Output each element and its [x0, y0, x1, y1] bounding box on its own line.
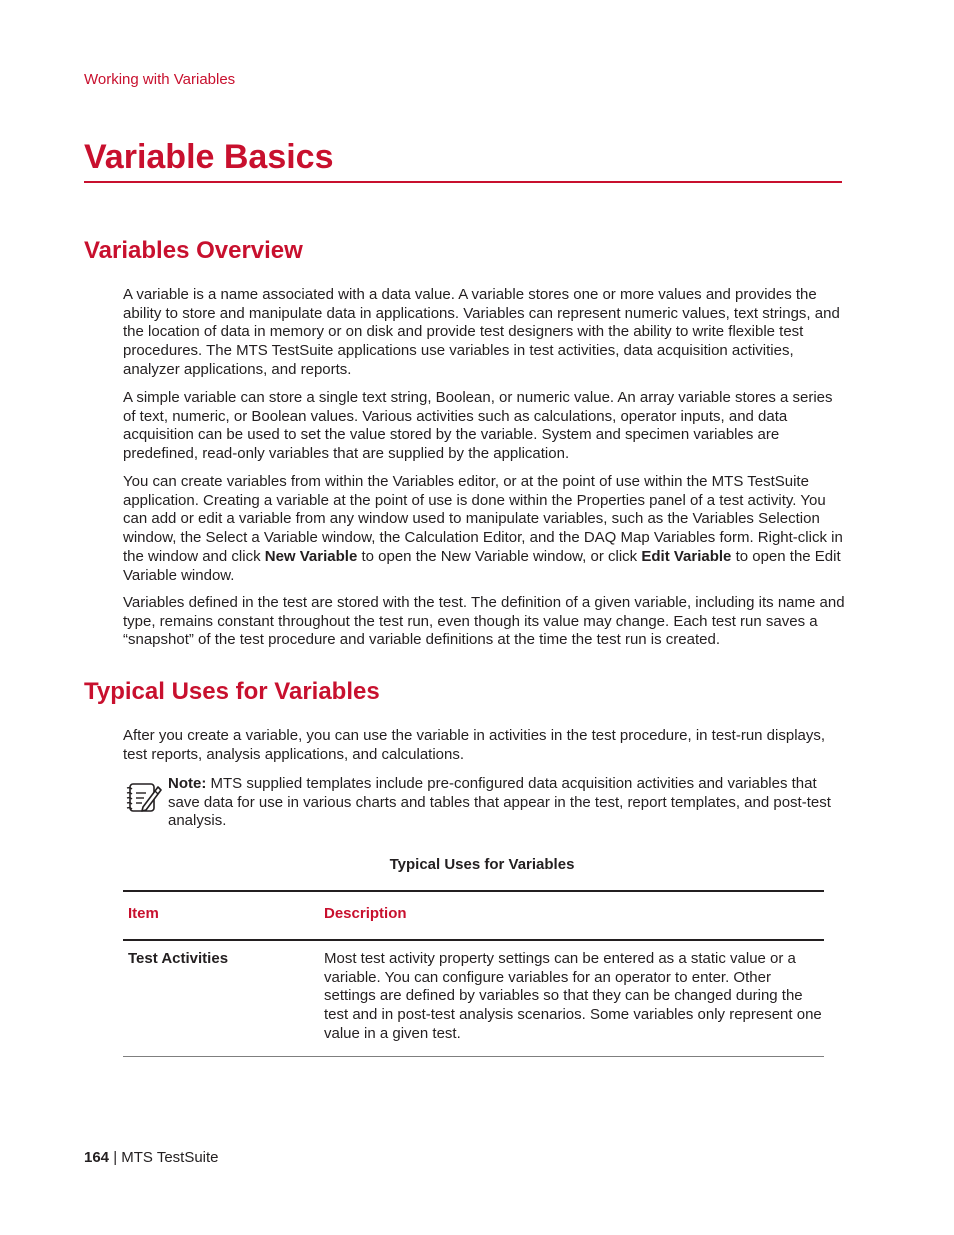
note-body: MTS supplied templates include pre-configured data acquisition activities and variables that save data for use in various charts and tables that appear in the test, report templates, and post-test analysis.	[168, 775, 831, 830]
overview-paragraph-1: A variable is a name associated with a data value. A variable stores one or more values and provides the ability to store and manipulate data in applications. Variables can represent numeric values, text strings, and the location of data in memory or on disk and provide test designers with the ability to write flexible test procedures. The MTS TestSuite applications use variables in test activities, data acquisition activities, analyzer applications, and reports.	[123, 286, 840, 378]
table-bottom-rule	[123, 1056, 824, 1057]
typical-uses-paragraph: After you create a variable, you can use the variable in activities in the test procedure, in test-run displays, test reports, analysis applications, and calculations.	[123, 727, 826, 763]
title-divider	[84, 181, 842, 183]
paragraph-text: You can create variables from within the Variables editor, or at the point of use within the MTS TestSuite application. Creating a variable at the point of use is done within the Properties panel of a test activity. You can add or edit a variable from any window used to manipulate variables, such as the Variables Selection window, the Select a Variable window, the Calculation Editor, and the DAQ Map Variables form. Right-click in the window and click	[123, 473, 843, 565]
table-caption: Typical Uses for Variables	[389, 856, 575, 873]
overview-paragraph-4: Variables defined in the test are stored with the test. The definition of a given variable, including its name and type, remains constant throughout the test run, even though its value may change. Each test run saves a “snapshot” of the test procedure and variable definitions at the time the test run is created.	[123, 594, 845, 649]
column-header-description: Description	[324, 905, 407, 922]
breadcrumb[interactable]: Working with Variables	[84, 71, 236, 88]
footer-product: MTS TestSuite	[121, 1149, 219, 1166]
overview-paragraph-3	[123, 473, 845, 585]
column-header-item: Item	[128, 905, 159, 922]
table-top-rule	[123, 890, 824, 892]
note-icon	[124, 779, 162, 815]
page-footer	[84, 1149, 219, 1166]
page-number: 164	[84, 1149, 110, 1166]
paragraph-text: to open the Edit Variable window.	[123, 547, 841, 584]
overview-paragraph-2: A simple variable can store a single text string, Boolean, or numeric value. An array variable stores a series of text, numeric, or Boolean values. Various activities such as calculations, operator inputs, and data acquisition can be used to set the value stored by the variable. System and specimen variables are predefined, read-only variables that are supplied by the application.	[123, 389, 833, 463]
edit-variable-command: Edit Variable	[641, 547, 732, 565]
footer-separator: |	[109, 1149, 122, 1166]
note-label: Note:	[168, 775, 207, 792]
section-heading-variables-overview: Variables Overview	[84, 237, 303, 264]
new-variable-command: New Variable	[264, 547, 358, 565]
table-cell-description: Most test activity property settings can be entered as a static value or a variable. You can configure variables for an operator to enter. Other settings are defined by variables so that they can be changed during the test and in post-test analysis scenarios. Some variables only represent one value in a given test.	[324, 950, 822, 1042]
note-text	[168, 775, 844, 831]
paragraph-text: to open the New Variable window, or click	[357, 547, 642, 565]
page-title: Variable Basics	[84, 138, 334, 176]
table-header-rule	[123, 939, 824, 941]
table-cell-item: Test Activities	[128, 950, 229, 967]
section-heading-typical-uses: Typical Uses for Variables	[84, 678, 380, 705]
